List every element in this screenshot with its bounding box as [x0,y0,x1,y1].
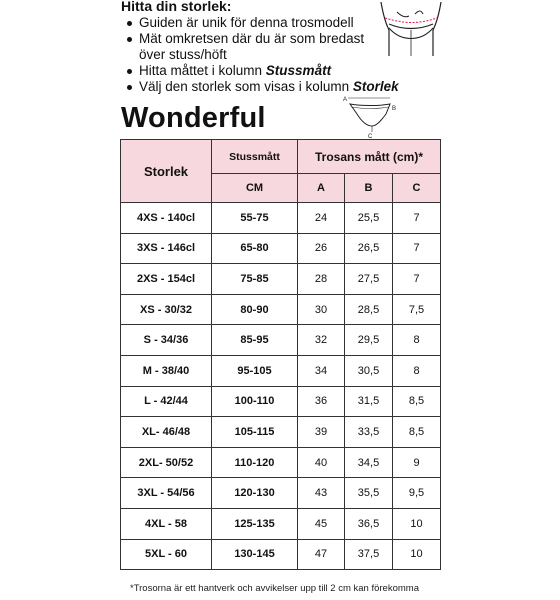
measure-b-cell: 35,5 [345,478,393,509]
measure-b-cell: 31,5 [345,386,393,417]
footnote: *Trosorna är ett hantverk och avvikelser upp till 2 cm kan förekomma [130,583,419,594]
size-cell: XS - 30/32 [121,294,212,325]
measure-a-cell: 47 [298,539,345,570]
measure-a-cell: 24 [298,203,345,234]
guide-list [125,15,399,95]
table-row [121,417,441,448]
measure-a-cell: 26 [298,233,345,264]
hip-measurement-figure-icon [375,0,447,56]
table-row [121,447,441,478]
measure-c-cell: 8,5 [393,417,441,448]
guide-item-emphasis: Stussmått [265,63,332,78]
size-cell: 4XS - 140cl [121,203,212,234]
guide-item-text: Välj den storlek som visas i kolumn [139,79,353,94]
guide-item [125,63,399,79]
stussmatt-cell: 95-105 [212,355,298,386]
size-cell: 3XS - 146cl [121,233,212,264]
brief-measurement-diagram-icon [340,92,400,138]
measure-c-cell: 10 [393,508,441,539]
table-row [121,325,441,356]
table-row [121,386,441,417]
size-table [120,139,441,570]
brief-label-b: B [392,106,397,112]
stussmatt-cell: 65-80 [212,233,298,264]
table-row [121,264,441,295]
measure-b-cell: 30,5 [345,355,393,386]
guide-title: Hitta din storlek: [121,0,232,14]
header-c: C [393,174,441,203]
table-header-row [121,140,441,174]
measure-a-cell: 45 [298,508,345,539]
brand-title: Wonderful [121,102,266,134]
brief-label-c: C [368,134,373,138]
guide-item-text: Hitta måttet i kolumn [139,63,266,78]
measure-c-cell: 8 [393,325,441,356]
table-row [121,478,441,509]
measure-c-cell: 8,5 [393,386,441,417]
stussmatt-cell: 110-120 [212,447,298,478]
measure-c-cell: 10 [393,539,441,570]
measure-a-cell: 30 [298,294,345,325]
measure-b-cell: 28,5 [345,294,393,325]
stussmatt-cell: 85-95 [212,325,298,356]
measure-b-cell: 27,5 [345,264,393,295]
size-cell: 4XL - 58 [121,508,212,539]
measure-b-cell: 26,5 [345,233,393,264]
measure-b-cell: 33,5 [345,417,393,448]
table-body [121,203,441,570]
size-cell: 2XL- 50/52 [121,447,212,478]
measure-b-cell: 37,5 [345,539,393,570]
table-row [121,294,441,325]
table-row [121,539,441,570]
table-row [121,355,441,386]
table-row [121,233,441,264]
measure-c-cell: 7 [393,203,441,234]
guide-item-emphasis: Storlek [352,79,399,94]
header-trosans-matt: Trosans mått (cm)* [298,140,441,174]
stussmatt-cell: 105-115 [212,417,298,448]
guide-item: Guiden är unik för denna trosmodell [125,15,399,31]
header-stussmatt: Stussmått [212,140,298,174]
measure-a-cell: 40 [298,447,345,478]
header-cm: CM [212,174,298,203]
size-cell: 5XL - 60 [121,539,212,570]
stussmatt-cell: 55-75 [212,203,298,234]
guide-item-continued: över stuss/höft [139,47,227,62]
measure-a-cell: 32 [298,325,345,356]
size-cell: S - 34/36 [121,325,212,356]
measure-a-cell: 34 [298,355,345,386]
stussmatt-cell: 100-110 [212,386,298,417]
measure-c-cell: 9,5 [393,478,441,509]
measure-c-cell: 7 [393,233,441,264]
stussmatt-cell: 75-85 [212,264,298,295]
table-row [121,203,441,234]
header-b: B [345,174,393,203]
measure-b-cell: 29,5 [345,325,393,356]
header-storlek: Storlek [121,140,212,203]
stussmatt-cell: 125-135 [212,508,298,539]
measure-c-cell: 7,5 [393,294,441,325]
size-cell: L - 42/44 [121,386,212,417]
stussmatt-cell: 120-130 [212,478,298,509]
table-row [121,508,441,539]
size-cell: M - 38/40 [121,355,212,386]
header-a: A [298,174,345,203]
measure-a-cell: 39 [298,417,345,448]
measure-c-cell: 8 [393,355,441,386]
measure-a-cell: 28 [298,264,345,295]
measure-b-cell: 36,5 [345,508,393,539]
measure-c-cell: 7 [393,264,441,295]
size-cell: XL- 46/48 [121,417,212,448]
measure-a-cell: 43 [298,478,345,509]
measure-b-cell: 25,5 [345,203,393,234]
brief-label-a: A [343,97,348,103]
measure-a-cell: 36 [298,386,345,417]
size-cell: 2XS - 154cl [121,264,212,295]
guide-item: Mät omkretsen där du är som bredast [125,31,399,47]
measure-c-cell: 9 [393,447,441,478]
stussmatt-cell: 130-145 [212,539,298,570]
size-cell: 3XL - 54/56 [121,478,212,509]
measure-b-cell: 34,5 [345,447,393,478]
stussmatt-cell: 80-90 [212,294,298,325]
